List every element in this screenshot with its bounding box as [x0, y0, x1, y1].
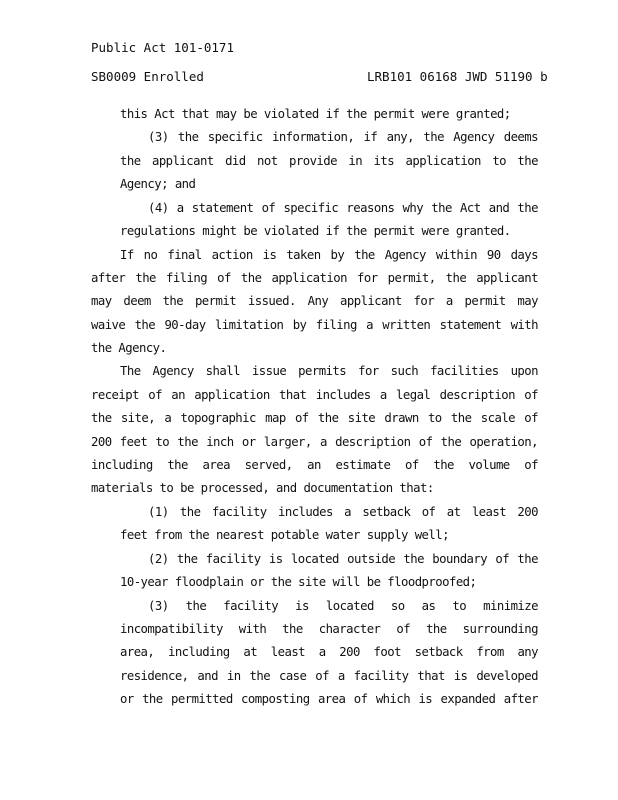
- text-line: the Agency.: [91, 341, 167, 355]
- text-line: may deem the permit issued. Any applicant for a permit may: [91, 294, 538, 308]
- text-line: receipt of an application that includes a legal description of: [91, 388, 538, 402]
- text-line: residence, and in the case of a facility that is developed: [120, 669, 538, 683]
- text-line: regulations might be violated if the permit were granted.: [120, 224, 511, 238]
- lrb-number: LRB101 06168 JWD 51190 b: [367, 69, 548, 84]
- text-line: including the area served, an estimate of the volume of: [91, 458, 538, 472]
- bill-number: SB0009 Enrolled: [91, 69, 204, 84]
- text-line: If no final action is taken by the Agency within 90 days: [120, 248, 538, 262]
- text-line: after the filing of the application for permit, the applicant: [91, 271, 538, 285]
- text-line: (4) a statement of specific reasons why the Act and the: [148, 201, 538, 215]
- text-line: (3) the specific information, if any, the Agency deems: [148, 130, 538, 144]
- text-line: the applicant did not provide in its application to the: [120, 154, 538, 168]
- text-line: 10-year floodplain or the site will be floodproofed;: [120, 575, 477, 589]
- text-line: 200 feet to the inch or larger, a description of the operation,: [91, 435, 538, 449]
- text-line: incompatibility with the character of the surrounding: [120, 622, 538, 636]
- text-line: area, including at least a 200 foot setback from any: [120, 645, 538, 659]
- text-line: waive the 90-day limitation by filing a written statement with: [91, 318, 538, 332]
- text-line: (2) the facility is located outside the boundary of the: [148, 552, 538, 566]
- text-line: Agency; and: [120, 177, 196, 191]
- text-line: or the permitted composting area of which is expanded after: [120, 692, 538, 706]
- text-line: (1) the facility includes a setback of at least 200: [148, 505, 538, 519]
- text-line: The Agency shall issue permits for such facilities upon: [120, 364, 538, 378]
- text-line: (3) the facility is located so as to minimize: [148, 599, 538, 613]
- text-line: feet from the nearest potable water supply well;: [120, 528, 449, 542]
- public-act-number: Public Act 101-0171: [91, 40, 234, 55]
- text-line: materials to be processed, and documentation that:: [91, 481, 434, 495]
- text-line: this Act that may be violated if the permit were granted;: [120, 107, 511, 121]
- text-line: the site, a topographic map of the site drawn to the scale of: [91, 411, 538, 425]
